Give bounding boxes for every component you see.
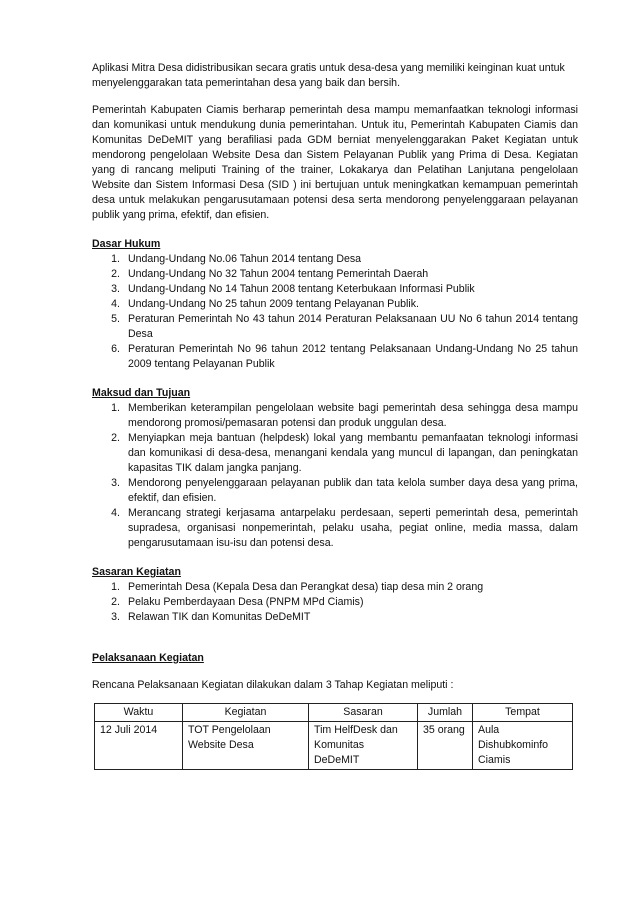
intro-paragraph-1: Aplikasi Mitra Desa didistribusikan secara gratis untuk desa-desa yang memiliki keinginan kuat untuk menyelenggarakan tata pemerintahan desa yang baik dan bersih.: [92, 62, 565, 89]
list-text: Merancang strategi kerjasama antarpelaku perdesaan, seperti pemerintah desa, pemerintah supradesa, organisasi nonpemerintah, pelaku usaha, pegiat online, media massa, dalam pengarusutamaan isu-isu dan potensi desa.: [128, 507, 578, 549]
list-number: 3.: [111, 477, 120, 489]
list-item: [92, 267, 578, 282]
schedule-table: [94, 703, 573, 770]
list-item: [92, 282, 578, 297]
list-text: Peraturan Pemerintah No 43 tahun 2014 Peraturan Pelaksanaan UU No 6 tahun 2014 tentang Desa: [128, 313, 578, 340]
dasar-hukum-list: [92, 252, 578, 372]
column-header: Waktu: [95, 704, 183, 722]
list-text: Mendorong penyelenggaraan pelayanan publik dan tata kelola sumber daya desa yang prima, efektif, dan efisien.: [128, 477, 578, 504]
table-cell: Aula Dishubkominfo Ciamis: [473, 722, 573, 770]
list-text: Undang-Undang No 25 tahun 2009 tentang Pelayanan Publik.: [128, 298, 419, 310]
list-number: 2.: [111, 432, 120, 444]
list-item: [92, 476, 578, 506]
list-number: 1.: [111, 253, 120, 265]
list-number: 1.: [111, 402, 120, 414]
column-header: Sasaran: [309, 704, 418, 722]
list-text: Undang-Undang No 14 Tahun 2008 tentang Keterbukaan Informasi Publik: [128, 283, 475, 295]
list-item: [92, 595, 578, 610]
table-row: [95, 722, 573, 770]
table-cell: Tim HelfDesk dan Komunitas DeDeMIT: [309, 722, 418, 770]
list-text: Undang-Undang No.06 Tahun 2014 tentang Desa: [128, 253, 362, 265]
list-number: 4.: [111, 298, 120, 310]
list-number: 3.: [111, 611, 120, 623]
list-item: [92, 506, 578, 551]
table-cell: TOT Pengelolaan Website Desa: [183, 722, 309, 770]
list-number: 1.: [111, 581, 120, 593]
table-header-row: [95, 704, 573, 722]
dasar-hukum-heading: Dasar Hukum: [92, 238, 161, 250]
list-text: Pelaku Pemberdayaan Desa (PNPM MPd Ciamis): [128, 596, 364, 608]
list-number: 4.: [111, 507, 120, 519]
list-item: [92, 297, 578, 312]
document-page: [92, 61, 578, 770]
list-number: 5.: [111, 313, 120, 325]
list-item: [92, 431, 578, 476]
column-header: Kegiatan: [183, 704, 309, 722]
column-header: Jumlah: [418, 704, 473, 722]
sasaran-heading: Sasaran Kegiatan: [92, 566, 181, 578]
list-item: [92, 610, 578, 625]
list-number: 2.: [111, 596, 120, 608]
list-number: 6.: [111, 343, 120, 355]
list-text: Undang-Undang No 32 Tahun 2004 tentang Pemerintah Daerah: [128, 268, 429, 280]
list-text: Relawan TIK dan Komunitas DeDeMIT: [128, 611, 311, 623]
list-item: [92, 342, 578, 372]
pelaksanaan-intro: Rencana Pelaksanaan Kegiatan dilakukan dalam 3 Tahap Kegiatan meliputi :: [92, 679, 454, 691]
list-text: Menyiapkan meja bantuan (helpdesk) lokal yang membantu pemanfaatan teknologi informasi dan komunikasi di desa-desa, menangani kendala yang muncul di lapangan, dan peningkatan kapasitas TIK dalam jangka panjang.: [128, 432, 578, 474]
table-cell: 35 orang: [418, 722, 473, 770]
list-number: 2.: [111, 268, 120, 280]
maksud-tujuan-heading: Maksud dan Tujuan: [92, 387, 191, 399]
list-item: [92, 252, 578, 267]
column-header: Tempat: [473, 704, 573, 722]
intro-paragraph-2: Pemerintah Kabupaten Ciamis berharap pemerintah desa mampu memanfaatkan teknologi informasi dan komunikasi untuk mendukung dunia pemerintahan. Untuk itu, Pemerintah Kabupaten Ciamis dan Komunitas DeDeMIT yang berafiliasi pada GDM berniat menyelenggarakan Paket Kegiatan untuk mendorong pengelolaan Website Desa dan Sistem Pelayanan Publik yang Prima di Desa. Kegiatan yang di rancang meliputi Training of the trainer, Lokakarya dan Pelatihan Lanjutana pengelolaan Website dan Sistem Informasi Desa (SID ) ini bertujuan untuk meningkatkan kemampuan pemerintah desa untuk melakukan pengarusutamaan potensi desa serta mendorong penyelenggaraan pelayanan publik yang prima, efektif, dan efisien.: [92, 104, 578, 221]
list-item: [92, 312, 578, 342]
list-number: 3.: [111, 283, 120, 295]
pelaksanaan-heading: Pelaksanaan Kegiatan: [92, 652, 204, 664]
sasaran-list: [92, 580, 578, 625]
maksud-tujuan-list: [92, 401, 578, 551]
table-cell: 12 Juli 2014: [95, 722, 183, 770]
list-text: Pemerintah Desa (Kepala Desa dan Perangkat desa) tiap desa min 2 orang: [128, 581, 484, 593]
list-item: [92, 580, 578, 595]
list-text: Peraturan Pemerintah No 96 tahun 2012 tentang Pelaksanaan Undang-Undang No 25 tahun 2009 tentang Pelayanan Publik: [128, 343, 578, 370]
list-item: [92, 401, 578, 431]
list-text: Memberikan keterampilan pengelolaan website bagi pemerintah desa sehingga desa mampu mendorong promosi/pemasaran potensi dan produk unggulan desa.: [128, 402, 578, 429]
